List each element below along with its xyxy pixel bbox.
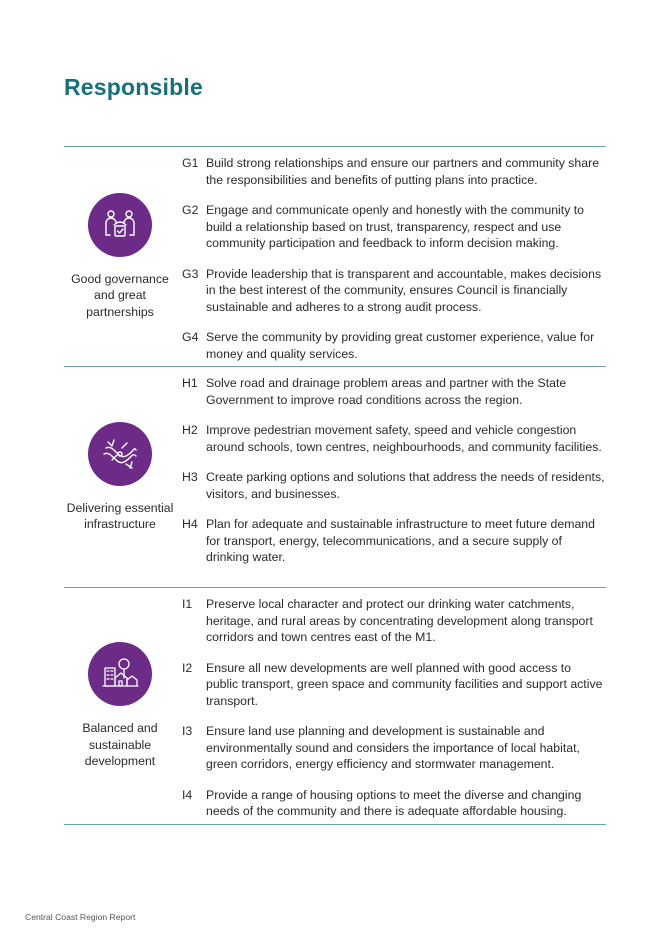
item-code: H3 (182, 470, 198, 484)
item-text: Build strong relationships and ensure our partners and community share the responsibilities and benefits of putting plans into practice. (206, 156, 600, 187)
item-text: Solve road and drainage problem areas and partner with the State Government to improve road conditions across the region. (206, 376, 567, 407)
list-item (182, 155, 606, 188)
item-code: H2 (182, 423, 198, 437)
list-item (182, 516, 606, 566)
item-code: I3 (182, 724, 193, 738)
item-code: H1 (182, 376, 198, 390)
section-label-column (64, 147, 176, 366)
infrastructure-road-icon (88, 422, 152, 486)
item-code: I4 (182, 787, 193, 802)
page-title: Responsible (64, 74, 203, 100)
list-item (182, 422, 606, 455)
buildings-tree-icon (88, 642, 152, 706)
goal-label: Good governance and great partnerships (71, 271, 169, 319)
list-item (182, 723, 606, 773)
section-label-column (64, 588, 176, 824)
item-text: Provide leadership that is transparent and accountable, makes decisions in the best interest of the community, ensures Council is financially sustainable and adheres to a strong audit process. (206, 266, 602, 314)
goal-label: Delivering essential infrastructure (66, 500, 174, 531)
item-code: G4 (182, 330, 199, 344)
list-item (182, 375, 606, 408)
section-development (64, 587, 606, 825)
goal-label: Balanced and sustainable development (82, 721, 158, 769)
item-text: Engage and communicate openly and honestly with the community to build a relationship based on trust, transparency, respect and use community participation and feedback to inform decision making. (206, 203, 585, 250)
list-item (182, 329, 606, 362)
page-footer: Central Coast Region Report (25, 912, 136, 922)
item-code: G3 (182, 266, 199, 281)
list-item (182, 469, 606, 502)
objectives-table (64, 146, 606, 825)
item-text: Plan for adequate and sustainable infrastructure to meet future demand for transport, energy, telecommunications, and a secure supply of drinking water. (206, 517, 595, 564)
list-item (182, 596, 606, 646)
list-item (182, 660, 606, 710)
item-text: Ensure land use planning and development is sustainable and environmentally sound and considers the importance of local habitat, green corridors, energy efficiency and stormwater management. (206, 724, 580, 771)
list-item (182, 202, 606, 252)
list-item (182, 787, 606, 820)
goal-items (176, 367, 606, 587)
governance-partnership-icon (88, 193, 152, 257)
item-code: I2 (182, 660, 193, 675)
goal-items (176, 147, 606, 366)
item-code: H4 (182, 517, 198, 531)
item-code: G1 (182, 156, 199, 170)
item-text: Serve the community by providing great customer experience, value for money and quality services. (206, 330, 595, 361)
section-label-column (64, 367, 176, 587)
item-text: Preserve local character and protect our drinking water catchments, heritage, and rural areas by concentrating development along transport corridors and town centres east of the M1. (206, 597, 593, 644)
list-item (182, 266, 606, 316)
item-code: I1 (182, 597, 193, 611)
section-governance (64, 146, 606, 366)
section-infrastructure (64, 366, 606, 587)
goal-items (176, 588, 606, 824)
item-text: Improve pedestrian movement safety, speed and vehicle congestion around schools, town centres, neighbourhoods, and community facilities. (206, 423, 602, 454)
item-text: Provide a range of housing options to meet the diverse and changing needs of the community and there is adequate affordable housing. (206, 787, 582, 818)
item-code: G2 (182, 203, 199, 217)
item-text: Create parking options and solutions that address the needs of residents, visitors, and businesses. (206, 470, 605, 501)
item-text: Ensure all new developments are well planned with good access to public transport, green space and community facilities and support active transport. (206, 660, 603, 708)
